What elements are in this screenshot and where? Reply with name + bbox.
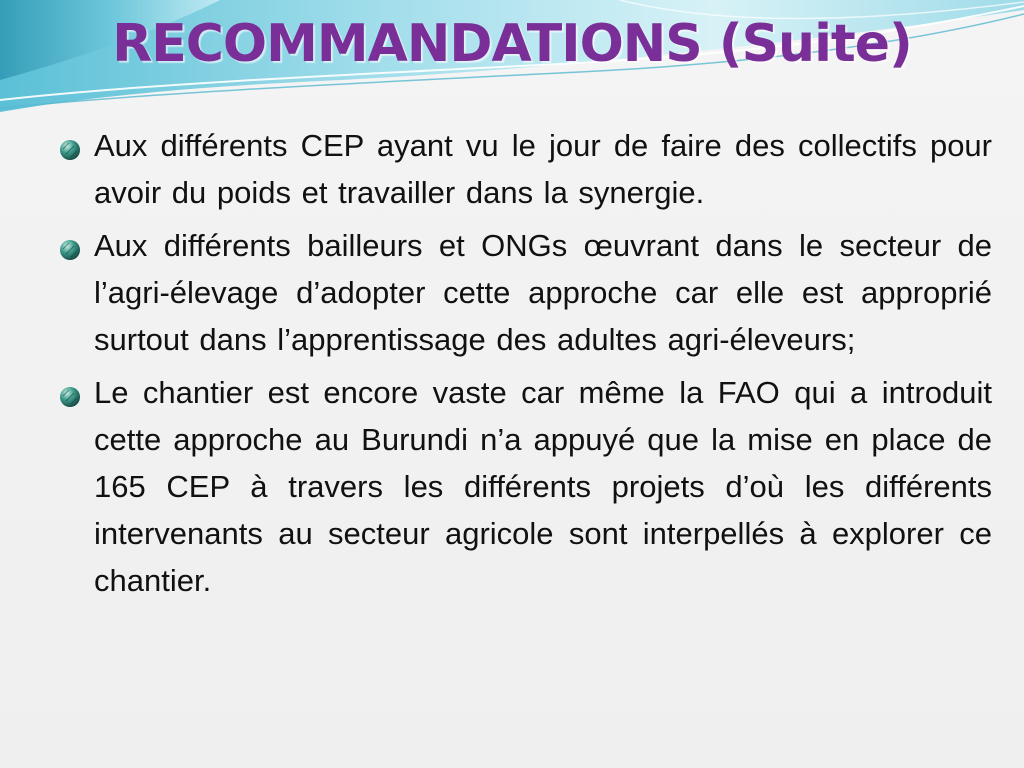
teal-sphere-bullet-icon	[58, 238, 82, 262]
bullet-item	[58, 222, 992, 363]
bullet-text: Aux différents CEP ayant vu le jour de faire des collectifs pour avoir du poids et travailler dans la synergie.	[94, 128, 992, 210]
bullet-text: Le chantier est encore vaste car même la FAO qui a introduit cette approche au Burundi n’a appuyé que la mise en place de 165 CEP à travers les différents projets d’où les différents intervenants au secteur agricole sont interpellés à explorer ce chantier.	[94, 375, 992, 598]
bullet-text: Aux différents bailleurs et ONGs œuvrant dans le secteur de l’agri-élevage d’adopter cette approche car elle est approprié surtout dans l’apprentissage des adultes agri-éleveurs;	[94, 228, 992, 357]
bullet-list	[58, 122, 992, 610]
teal-sphere-bullet-icon	[58, 385, 82, 409]
bullet-item	[58, 122, 992, 216]
bullet-item	[58, 369, 992, 604]
slide-title: RECOMMANDATIONS (Suite)	[112, 14, 912, 74]
teal-sphere-bullet-icon	[58, 138, 82, 162]
